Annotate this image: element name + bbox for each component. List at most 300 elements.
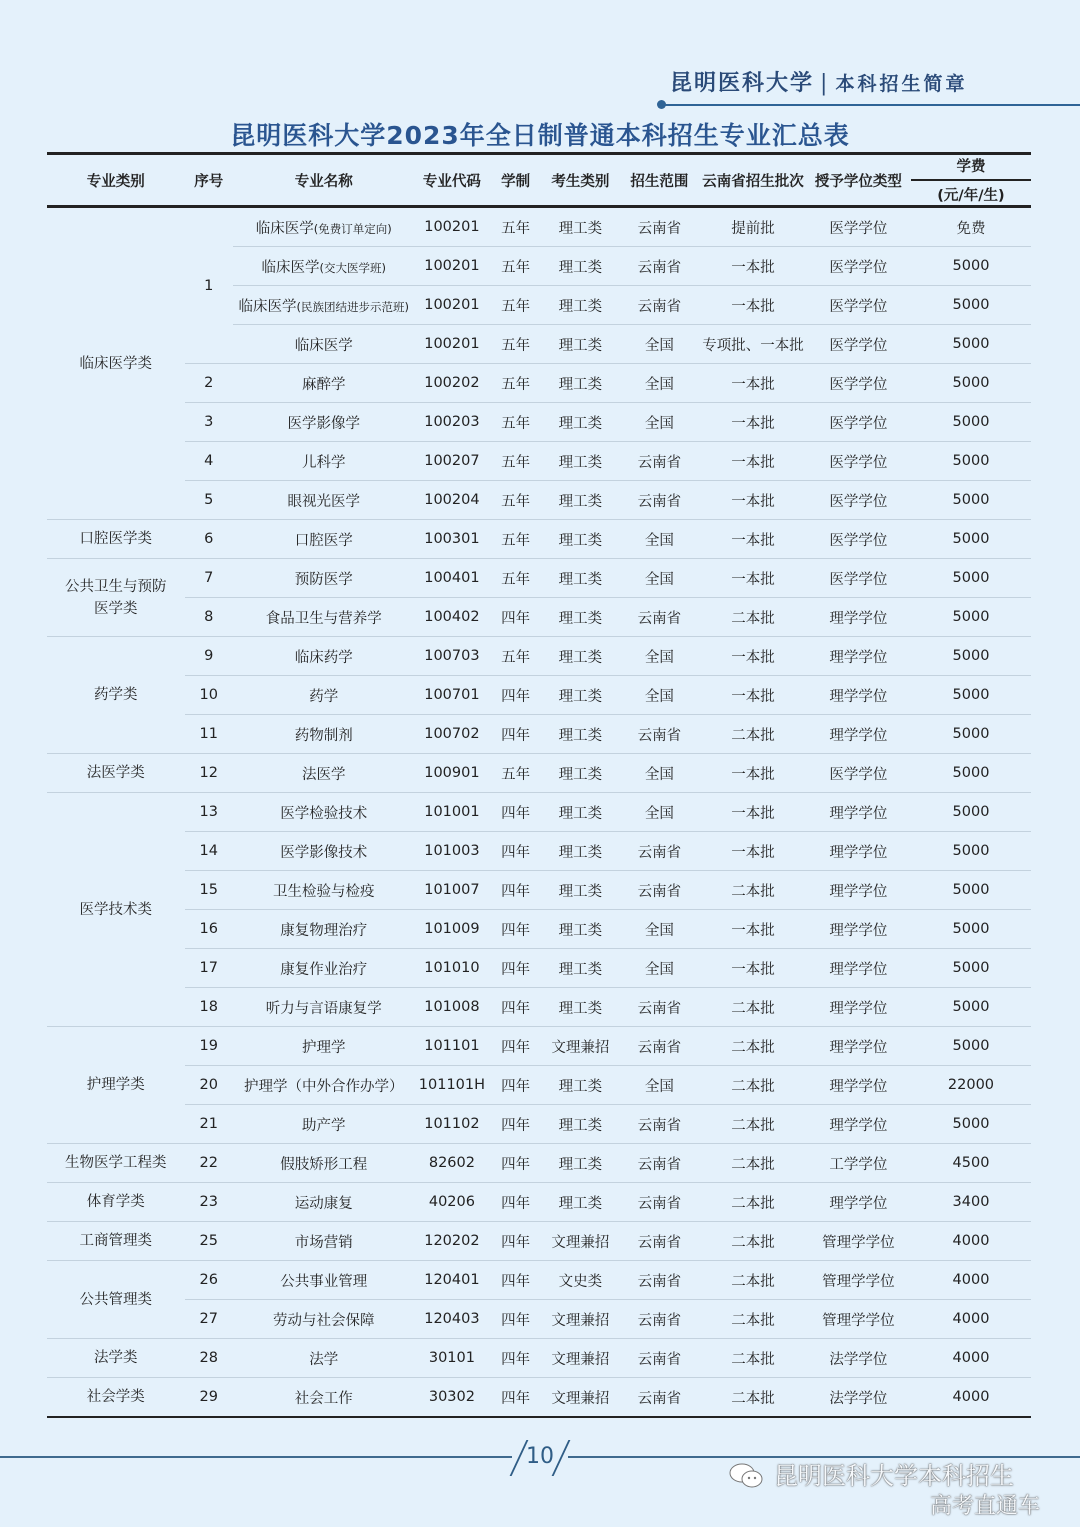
major-name-cell [233, 1222, 415, 1261]
degree-cell: 管理学学位 [806, 1261, 911, 1300]
seq-cell: 5 [185, 481, 233, 520]
seq-cell: 11 [185, 715, 233, 754]
major-name: 药物制剂 [294, 727, 353, 744]
batch-cell: 二本批 [700, 1339, 806, 1378]
scope-cell: 云南省 [619, 1105, 700, 1144]
table-row [47, 1378, 1031, 1418]
table-row [47, 520, 1031, 559]
table-row [47, 832, 1031, 871]
table-row [47, 1222, 1031, 1261]
years-cell: 四年 [489, 676, 542, 715]
majors-table [47, 152, 1031, 1418]
scope-cell: 云南省 [619, 1300, 700, 1339]
batch-cell: 二本批 [700, 1378, 806, 1418]
years-cell: 五年 [489, 442, 542, 481]
type-cell: 理工类 [542, 559, 619, 598]
major-name: 听力与言语康复学 [265, 1000, 382, 1017]
table-row [47, 1105, 1031, 1144]
degree-cell: 理学学位 [806, 637, 911, 676]
brand-name: 昆明医科大学 [670, 70, 815, 96]
major-name-cell [233, 637, 415, 676]
watermark [728, 1462, 1068, 1520]
table-row [47, 988, 1031, 1027]
seq-cell: 6 [185, 520, 233, 559]
major-name-cell [233, 988, 415, 1027]
seq-cell: 7 [185, 559, 233, 598]
major-name-cell [233, 325, 415, 364]
code-cell: 101001 [415, 793, 490, 832]
fee-cell: 5000 [911, 988, 1031, 1027]
scope-cell: 云南省 [619, 598, 700, 637]
major-name: 药学 [309, 688, 339, 705]
seq-cell: 22 [185, 1144, 233, 1183]
major-name: 临床医学 [255, 220, 314, 237]
scope-cell: 全国 [619, 520, 700, 559]
seq-cell: 29 [185, 1378, 233, 1418]
scope-cell: 云南省 [619, 1183, 700, 1222]
fee-cell: 5000 [911, 793, 1031, 832]
major-name: 医学检验技术 [280, 805, 368, 822]
code-cell: 101008 [415, 988, 490, 1027]
degree-cell: 医学学位 [806, 325, 911, 364]
scope-cell: 全国 [619, 364, 700, 403]
table-header-row [47, 154, 1031, 207]
major-name: 食品卫生与营养学 [265, 610, 382, 627]
seq-cell: 1 [185, 207, 233, 364]
type-cell: 理工类 [542, 949, 619, 988]
category-cell: 法医学类 [47, 754, 185, 793]
category-cell: 工商管理类 [47, 1222, 185, 1261]
fee-cell: 5000 [911, 247, 1031, 286]
scope-cell: 云南省 [619, 247, 700, 286]
batch-cell: 二本批 [700, 1300, 806, 1339]
code-cell: 100201 [415, 286, 490, 325]
major-name: 助产学 [302, 1117, 346, 1134]
major-name-cell [233, 1300, 415, 1339]
major-name: 法学 [309, 1351, 339, 1368]
seq-cell: 8 [185, 598, 233, 637]
code-cell: 101010 [415, 949, 490, 988]
batch-cell: 提前批 [700, 207, 806, 247]
fee-cell: 5000 [911, 832, 1031, 871]
batch-cell: 一本批 [700, 442, 806, 481]
type-cell: 理工类 [542, 793, 619, 832]
major-name-cell [233, 793, 415, 832]
scope-cell: 云南省 [619, 286, 700, 325]
batch-cell: 一本批 [700, 520, 806, 559]
fee-cell: 5000 [911, 286, 1031, 325]
major-name-cell [233, 286, 415, 325]
code-cell: 101102 [415, 1105, 490, 1144]
scope-cell: 全国 [619, 676, 700, 715]
major-name-cell [233, 1183, 415, 1222]
table-row [47, 1300, 1031, 1339]
years-cell: 四年 [489, 1183, 542, 1222]
scope-cell: 全国 [619, 637, 700, 676]
major-name-cell [233, 598, 415, 637]
page-number: 10 [512, 1440, 568, 1474]
category-cell: 护理学类 [47, 1027, 185, 1144]
major-note: (民族团结进步示范班) [296, 299, 410, 314]
major-name: 护理学 [302, 1039, 346, 1056]
degree-cell: 理学学位 [806, 871, 911, 910]
table-row [47, 598, 1031, 637]
major-name: 医学影像学 [287, 415, 361, 432]
seq-cell: 10 [185, 676, 233, 715]
table-row [47, 1144, 1031, 1183]
seq-cell: 12 [185, 754, 233, 793]
years-cell: 五年 [489, 403, 542, 442]
degree-cell: 医学学位 [806, 559, 911, 598]
batch-cell: 专项批、一本批 [700, 325, 806, 364]
degree-cell: 工学学位 [806, 1144, 911, 1183]
scope-cell: 云南省 [619, 1261, 700, 1300]
major-name-cell [233, 910, 415, 949]
brand-header [670, 66, 967, 97]
years-cell: 四年 [489, 793, 542, 832]
table-row [47, 676, 1031, 715]
scope-cell: 云南省 [619, 715, 700, 754]
major-name-cell [233, 1378, 415, 1418]
category-cell: 药学类 [47, 637, 185, 754]
code-cell: 100203 [415, 403, 490, 442]
type-cell: 理工类 [542, 286, 619, 325]
type-cell: 理工类 [542, 520, 619, 559]
batch-cell: 二本批 [700, 1066, 806, 1105]
seq-cell: 2 [185, 364, 233, 403]
wechat-icon [728, 1462, 764, 1490]
years-cell: 四年 [489, 1339, 542, 1378]
batch-cell: 一本批 [700, 832, 806, 871]
type-cell: 理工类 [542, 1105, 619, 1144]
fee-cell: 5000 [911, 949, 1031, 988]
code-cell: 120401 [415, 1261, 490, 1300]
fee-cell: 4500 [911, 1144, 1031, 1183]
type-cell: 理工类 [542, 403, 619, 442]
table-row [47, 364, 1031, 403]
brand-subtitle: 本科招生简章 [835, 73, 968, 95]
type-cell: 理工类 [542, 207, 619, 247]
code-cell: 100201 [415, 325, 490, 364]
type-cell: 理工类 [542, 598, 619, 637]
col-header-fee [911, 154, 1031, 207]
batch-cell: 一本批 [700, 481, 806, 520]
degree-cell: 理学学位 [806, 1105, 911, 1144]
fee-cell: 5000 [911, 520, 1031, 559]
col-header-type: 考生类别 [542, 154, 619, 207]
fee-cell: 5000 [911, 364, 1031, 403]
scope-cell: 云南省 [619, 1222, 700, 1261]
code-cell: 101101 [415, 1027, 490, 1066]
type-cell: 文理兼招 [542, 1378, 619, 1418]
code-cell: 100201 [415, 247, 490, 286]
code-cell: 82602 [415, 1144, 490, 1183]
table-row [47, 481, 1031, 520]
table-row [47, 793, 1031, 832]
code-cell: 30101 [415, 1339, 490, 1378]
fee-cell: 4000 [911, 1339, 1031, 1378]
col-header-degree: 授予学位类型 [806, 154, 911, 207]
seq-cell: 17 [185, 949, 233, 988]
type-cell: 理工类 [542, 715, 619, 754]
seq-cell: 20 [185, 1066, 233, 1105]
batch-cell: 一本批 [700, 247, 806, 286]
scope-cell: 全国 [619, 910, 700, 949]
degree-cell: 理学学位 [806, 949, 911, 988]
scope-cell: 云南省 [619, 481, 700, 520]
major-name-cell [233, 949, 415, 988]
type-cell: 理工类 [542, 247, 619, 286]
major-name: 临床医学 [238, 298, 297, 315]
years-cell: 五年 [489, 559, 542, 598]
major-name: 预防医学 [294, 571, 353, 588]
major-name: 社会工作 [294, 1390, 353, 1407]
degree-cell: 管理学学位 [806, 1300, 911, 1339]
brand-separator: | [820, 71, 830, 96]
code-cell: 101007 [415, 871, 490, 910]
batch-cell: 一本批 [700, 403, 806, 442]
major-name-cell [233, 481, 415, 520]
col-header-code: 专业代码 [415, 154, 490, 207]
years-cell: 四年 [489, 1300, 542, 1339]
major-name: 医学影像技术 [280, 844, 368, 861]
scope-cell: 云南省 [619, 871, 700, 910]
fee-cell: 5000 [911, 403, 1031, 442]
years-cell: 四年 [489, 871, 542, 910]
scope-cell: 全国 [619, 559, 700, 598]
fee-cell: 4000 [911, 1222, 1031, 1261]
code-cell: 40206 [415, 1183, 490, 1222]
years-cell: 四年 [489, 598, 542, 637]
major-name: 儿科学 [302, 454, 346, 471]
years-cell: 四年 [489, 910, 542, 949]
fee-cell: 5000 [911, 559, 1031, 598]
major-name: 护理学（中外合作办学） [244, 1078, 404, 1095]
major-name: 临床药学 [294, 649, 353, 666]
seq-cell: 3 [185, 403, 233, 442]
code-cell: 100201 [415, 207, 490, 247]
code-cell: 100701 [415, 676, 490, 715]
col-header-batch: 云南省招生批次 [700, 154, 806, 207]
col-header-name: 专业名称 [233, 154, 415, 207]
degree-cell: 理学学位 [806, 1027, 911, 1066]
years-cell: 五年 [489, 637, 542, 676]
table-row [47, 559, 1031, 598]
category-cell: 生物医学工程类 [47, 1144, 185, 1183]
watermark-text: 昆明医科大学本科招生 [774, 1462, 1014, 1490]
degree-cell: 理学学位 [806, 1183, 911, 1222]
scope-cell: 云南省 [619, 1027, 700, 1066]
scope-cell: 云南省 [619, 1144, 700, 1183]
fee-header-top: 学费 [911, 155, 1031, 181]
table-row [47, 207, 1031, 247]
seq-cell: 23 [185, 1183, 233, 1222]
scope-cell: 云南省 [619, 1378, 700, 1418]
batch-cell: 二本批 [700, 715, 806, 754]
seq-cell: 25 [185, 1222, 233, 1261]
degree-cell: 医学学位 [806, 364, 911, 403]
category-cell: 医学技术类 [47, 793, 185, 1027]
years-cell: 四年 [489, 1105, 542, 1144]
table-row [47, 1066, 1031, 1105]
major-name-cell [233, 1027, 415, 1066]
type-cell: 理工类 [542, 988, 619, 1027]
type-cell: 理工类 [542, 1066, 619, 1105]
watermark-text-2: 高考直通车 [929, 1494, 1040, 1519]
type-cell: 理工类 [542, 325, 619, 364]
fee-cell: 5000 [911, 325, 1031, 364]
category-cell: 体育学类 [47, 1183, 185, 1222]
code-cell: 100702 [415, 715, 490, 754]
major-name-cell [233, 1066, 415, 1105]
table-body [47, 207, 1031, 1418]
major-name: 卫生检验与检疫 [273, 883, 375, 900]
code-cell: 100207 [415, 442, 490, 481]
fee-cell: 5000 [911, 715, 1031, 754]
scope-cell: 云南省 [619, 832, 700, 871]
seq-cell: 18 [185, 988, 233, 1027]
batch-cell: 二本批 [700, 988, 806, 1027]
degree-cell: 医学学位 [806, 442, 911, 481]
code-cell: 100202 [415, 364, 490, 403]
major-name: 临床医学 [294, 337, 353, 354]
table-row [47, 949, 1031, 988]
major-name: 眼视光医学 [287, 493, 361, 510]
fee-cell: 5000 [911, 442, 1031, 481]
batch-cell: 二本批 [700, 1027, 806, 1066]
major-note: (免费订单定向) [313, 221, 392, 236]
major-name: 康复作业治疗 [280, 961, 368, 978]
fee-cell: 4000 [911, 1261, 1031, 1300]
major-name-cell [233, 364, 415, 403]
batch-cell: 二本批 [700, 1261, 806, 1300]
fee-cell: 5000 [911, 676, 1031, 715]
type-cell: 文理兼招 [542, 1339, 619, 1378]
batch-cell: 一本批 [700, 559, 806, 598]
type-cell: 文理兼招 [542, 1027, 619, 1066]
seq-cell: 26 [185, 1261, 233, 1300]
batch-cell: 二本批 [700, 1105, 806, 1144]
major-name-cell [233, 247, 415, 286]
degree-cell: 法学学位 [806, 1378, 911, 1418]
years-cell: 四年 [489, 832, 542, 871]
col-header-seq: 序号 [185, 154, 233, 207]
table-row [47, 715, 1031, 754]
scope-cell: 云南省 [619, 988, 700, 1027]
table-row [47, 754, 1031, 793]
brand-underline [662, 104, 1080, 106]
category-cell: 社会学类 [47, 1378, 185, 1418]
type-cell: 理工类 [542, 832, 619, 871]
degree-cell: 理学学位 [806, 793, 911, 832]
years-cell: 四年 [489, 949, 542, 988]
fee-cell: 5000 [911, 754, 1031, 793]
years-cell: 五年 [489, 754, 542, 793]
major-name: 公共事业管理 [280, 1273, 368, 1290]
code-cell: 100204 [415, 481, 490, 520]
fee-cell: 5000 [911, 598, 1031, 637]
degree-cell: 管理学学位 [806, 1222, 911, 1261]
major-name-cell [233, 715, 415, 754]
code-cell: 100402 [415, 598, 490, 637]
seq-cell: 19 [185, 1027, 233, 1066]
years-cell: 四年 [489, 715, 542, 754]
batch-cell: 一本批 [700, 637, 806, 676]
col-header-years: 学制 [489, 154, 542, 207]
seq-cell: 14 [185, 832, 233, 871]
degree-cell: 理学学位 [806, 715, 911, 754]
type-cell: 理工类 [542, 1144, 619, 1183]
batch-cell: 二本批 [700, 1144, 806, 1183]
scope-cell: 云南省 [619, 442, 700, 481]
major-name-cell [233, 207, 415, 247]
years-cell: 五年 [489, 207, 542, 247]
table-row [47, 910, 1031, 949]
degree-cell: 医学学位 [806, 247, 911, 286]
type-cell: 理工类 [542, 676, 619, 715]
batch-cell: 二本批 [700, 1222, 806, 1261]
table-row [47, 1183, 1031, 1222]
category-cell: 临床医学类 [47, 207, 185, 520]
code-cell: 101101H [415, 1066, 490, 1105]
type-cell: 理工类 [542, 442, 619, 481]
major-name-cell [233, 442, 415, 481]
major-name-cell [233, 403, 415, 442]
fee-cell: 22000 [911, 1066, 1031, 1105]
seq-cell: 27 [185, 1300, 233, 1339]
years-cell: 五年 [489, 247, 542, 286]
fee-cell: 5000 [911, 910, 1031, 949]
years-cell: 四年 [489, 1066, 542, 1105]
years-cell: 四年 [489, 1144, 542, 1183]
type-cell: 理工类 [542, 637, 619, 676]
batch-cell: 一本批 [700, 910, 806, 949]
table-row [47, 403, 1031, 442]
type-cell: 理工类 [542, 871, 619, 910]
years-cell: 四年 [489, 988, 542, 1027]
major-name: 劳动与社会保障 [273, 1312, 375, 1329]
code-cell: 101009 [415, 910, 490, 949]
years-cell: 五年 [489, 520, 542, 559]
major-name: 口腔医学 [294, 532, 353, 549]
table-row [47, 1339, 1031, 1378]
major-name-cell [233, 1261, 415, 1300]
scope-cell: 云南省 [619, 1339, 700, 1378]
degree-cell: 医学学位 [806, 286, 911, 325]
code-cell: 100901 [415, 754, 490, 793]
code-cell: 30302 [415, 1378, 490, 1418]
seq-cell: 21 [185, 1105, 233, 1144]
type-cell: 理工类 [542, 1183, 619, 1222]
type-cell: 文史类 [542, 1261, 619, 1300]
fee-cell: 4000 [911, 1300, 1031, 1339]
page-title: 昆明医科大学2023年全日制普通本科招生专业汇总表 [230, 121, 850, 150]
degree-cell: 医学学位 [806, 403, 911, 442]
type-cell: 理工类 [542, 364, 619, 403]
type-cell: 理工类 [542, 754, 619, 793]
batch-cell: 二本批 [700, 871, 806, 910]
major-name: 市场营销 [294, 1234, 353, 1251]
major-name-cell [233, 754, 415, 793]
fee-cell: 5000 [911, 637, 1031, 676]
major-name-cell [233, 1105, 415, 1144]
major-name-cell [233, 1339, 415, 1378]
table-row [47, 1261, 1031, 1300]
type-cell: 理工类 [542, 481, 619, 520]
category-cell: 法学类 [47, 1339, 185, 1378]
category-cell: 口腔医学类 [47, 520, 185, 559]
fee-cell: 3400 [911, 1183, 1031, 1222]
